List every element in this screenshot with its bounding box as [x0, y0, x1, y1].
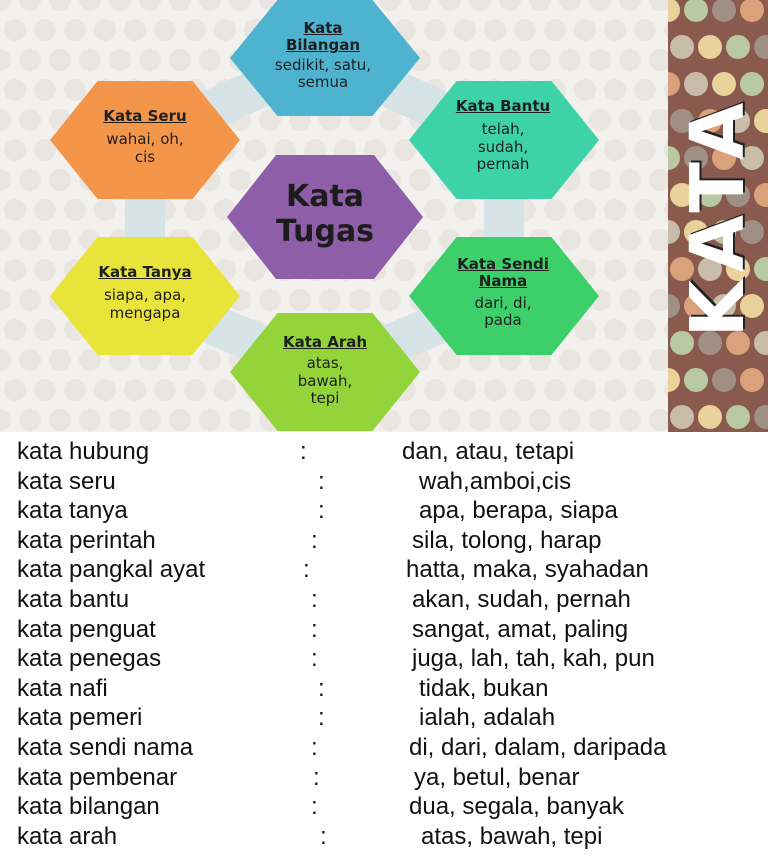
- list-term: kata pangkal ayat: [17, 556, 206, 584]
- node-kata-arah: [250, 334, 400, 407]
- list-examples: tidak, bukan: [419, 674, 549, 702]
- list-separator: :: [320, 822, 327, 850]
- list-examples: di, dari, dalam, daripada: [409, 734, 667, 761]
- node-body: siapa, apa,: [103, 286, 187, 305]
- list-term: kata sendi nama: [17, 734, 194, 761]
- list-row: [0, 616, 768, 646]
- list-term: kata pembenar: [17, 763, 178, 791]
- node-body: sedikit, satu,: [274, 55, 372, 74]
- node-body: wahai, oh,: [106, 130, 184, 149]
- node-body: cis: [134, 147, 156, 166]
- list-examples: ya, betul, benar: [414, 763, 580, 791]
- node-kata-bantu: [428, 98, 578, 173]
- list-examples: ialah, adalah: [419, 704, 556, 732]
- list-row: [0, 704, 768, 734]
- list-separator: :: [311, 526, 318, 554]
- list-term: kata penegas: [17, 645, 162, 673]
- node-body: pada: [484, 310, 522, 329]
- list-row: [0, 675, 768, 705]
- list-row: [0, 734, 768, 764]
- side-word-kata: [668, 0, 768, 432]
- node-body: bawah,: [297, 371, 353, 390]
- list-separator: :: [311, 734, 318, 761]
- node-title: Nama: [478, 272, 528, 291]
- node-body: dari, di,: [474, 293, 532, 312]
- list-row: [0, 586, 768, 616]
- diagram-panel: [0, 0, 768, 432]
- list-separator: :: [313, 763, 320, 791]
- node-title: Kata Sendi: [457, 255, 549, 273]
- list-separator: :: [300, 438, 307, 465]
- list-row: [0, 556, 768, 586]
- node-title: Kata Tanya: [98, 263, 192, 281]
- list-row: [0, 764, 768, 794]
- list-row: [0, 645, 768, 675]
- center-title-line1: Kata: [285, 179, 365, 214]
- node-body: pernah: [476, 154, 530, 173]
- list-examples: dan, atau, tetapi: [402, 438, 575, 465]
- list-row: [0, 438, 768, 468]
- node-body: atas,: [306, 354, 344, 373]
- list-separator: :: [318, 497, 325, 525]
- list-examples: wah,amboi,cis: [419, 467, 572, 495]
- word-list: [0, 432, 768, 866]
- list-row: [0, 793, 768, 823]
- node-kata-tanya: [70, 264, 220, 322]
- node-title: Kata Seru: [103, 107, 187, 125]
- list-separator: :: [318, 704, 325, 732]
- list-term: kata arah: [17, 822, 118, 850]
- list-term: kata tanya: [17, 497, 128, 525]
- list-examples: apa, berapa, siapa: [419, 497, 618, 525]
- list-term: kata penguat: [17, 615, 156, 643]
- node-title: Kata: [303, 19, 343, 37]
- list-separator: :: [303, 556, 310, 584]
- list-separator: :: [311, 793, 318, 821]
- list-examples: juga, lah, tah, kah, pun: [412, 645, 655, 673]
- node-kata-seru: [70, 108, 220, 166]
- list-separator: :: [318, 467, 325, 495]
- list-term: kata bantu: [17, 586, 130, 613]
- center-title-line2: Tugas: [275, 213, 375, 249]
- list-separator: :: [311, 645, 318, 673]
- list-term: kata perintah: [17, 526, 156, 554]
- node-body: semua: [297, 72, 349, 91]
- list-term: kata nafi: [17, 674, 108, 702]
- list-row: [0, 497, 768, 527]
- list-examples: sangat, amat, paling: [412, 615, 629, 643]
- list-row: [0, 468, 768, 498]
- node-body: mengapa: [109, 303, 181, 322]
- node-body: telah,: [481, 120, 525, 139]
- node-title: Kata Bantu: [455, 97, 551, 115]
- list-term: kata hubung: [17, 438, 150, 465]
- node-kata-sendi-nama: [428, 256, 578, 329]
- list-row: [0, 823, 768, 853]
- list-examples: sila, tolong, harap: [412, 526, 602, 554]
- list-separator: :: [311, 615, 318, 643]
- node-title: Bilangan: [285, 36, 361, 55]
- list-row: [0, 527, 768, 557]
- list-examples: akan, sudah, pernah: [412, 586, 631, 613]
- list-term: kata bilangan: [17, 793, 160, 821]
- node-title: Kata Arah: [282, 333, 368, 351]
- node-kata-bilangan: [248, 20, 398, 91]
- node-body: tepi: [310, 388, 340, 407]
- list-examples: dua, segala, banyak: [409, 793, 624, 821]
- center-node-kata-tugas: [228, 180, 422, 249]
- list-term: kata seru: [17, 467, 116, 495]
- list-term: kata pemeri: [17, 704, 143, 732]
- list-examples: atas, bawah, tepi: [421, 822, 603, 850]
- side-word-text: KATA: [675, 94, 761, 338]
- list-separator: :: [311, 586, 318, 613]
- node-body: sudah,: [477, 137, 529, 156]
- list-examples: hatta, maka, syahadan: [406, 556, 649, 584]
- list-separator: :: [318, 674, 325, 702]
